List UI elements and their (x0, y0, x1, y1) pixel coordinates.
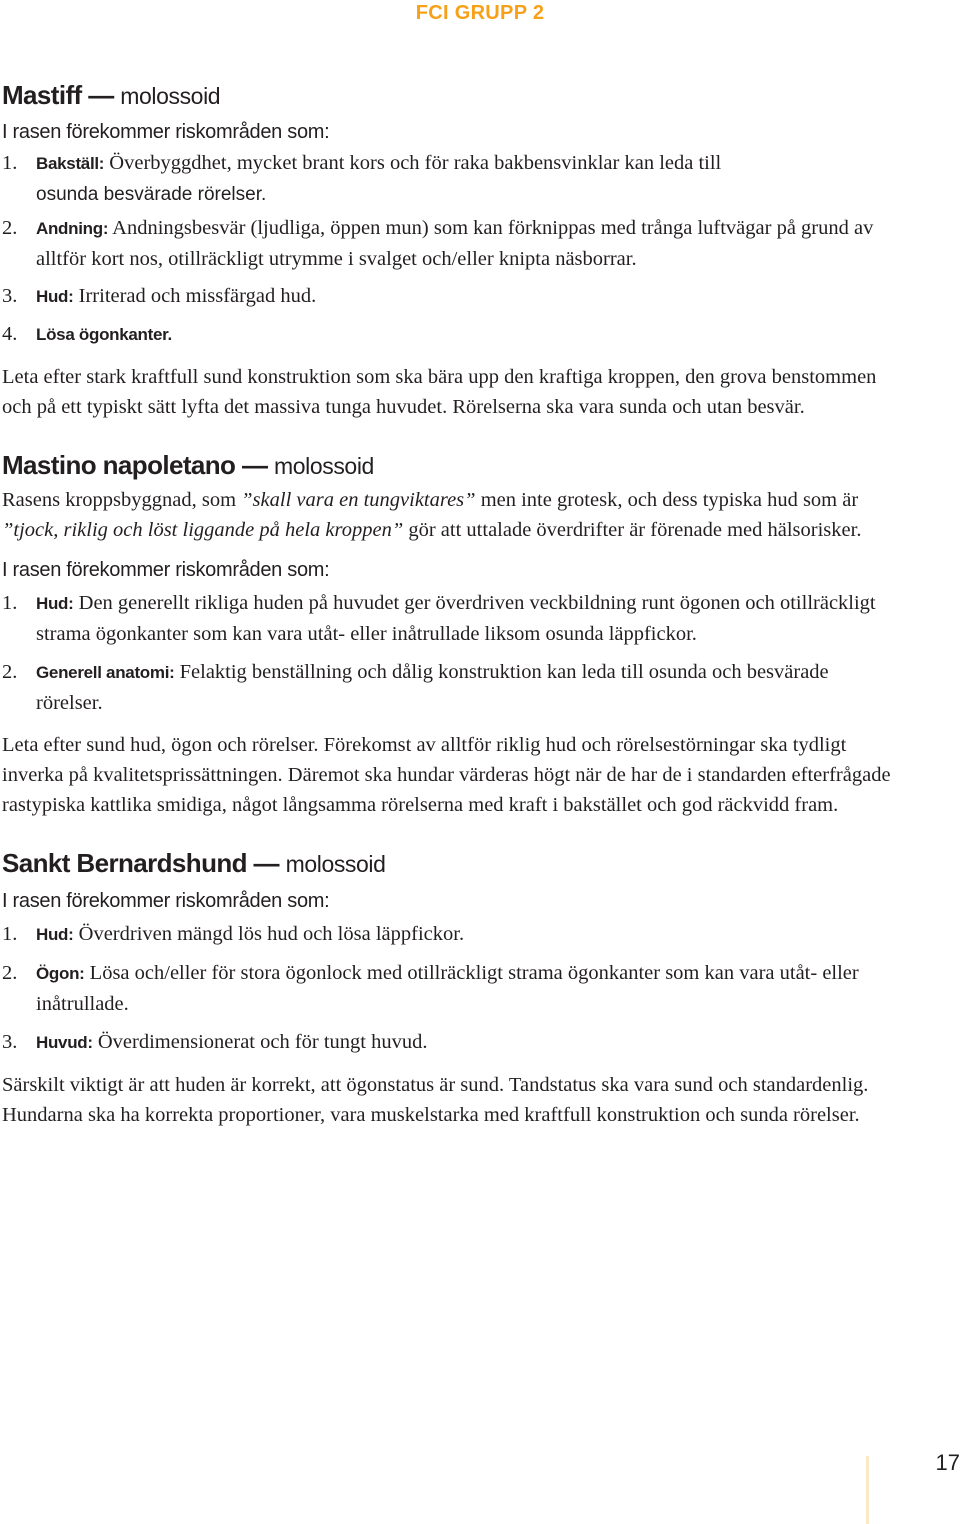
item-text: Lösa och/eller för stora ögonlock med otillräckligt strama ögonkanter som kan vara utåt- eller inåtrullade. (36, 962, 859, 1015)
breed-heading-mastiff (2, 78, 900, 113)
item-number: 3. (2, 285, 18, 307)
risk-list-bernard (2, 919, 900, 1058)
breed-type: molossoid (285, 851, 386, 877)
item-number: 1. (2, 152, 18, 174)
item-number: 1. (2, 923, 18, 945)
breed-summary: Särskilt viktigt är att huden är korrekt, att ögonstatus är sund. Tandstatus ska vara sund och standardenlig. Hundarna ska ha korrekta proportioner, vara muskelstarka med kraftfull konstruktion och sunda rörelser. (2, 1074, 869, 1126)
breed-name: Mastiff (2, 80, 82, 110)
risk-list-napoletano (2, 588, 900, 718)
breed-name: Sankt Bernardshund (2, 848, 247, 878)
heading-dash: — (81, 80, 121, 110)
risk-intro: I rasen förekommer riskområden som: (2, 121, 330, 143)
item-label: Andning: (36, 219, 109, 238)
item-text-continued: osunda besvärade rörelser. (36, 184, 267, 205)
list-item (2, 919, 900, 950)
heading-dash: — (235, 450, 274, 480)
item-text: Den generellt rikliga huden på huvudet ger överdriven veckbildning runt ögonen och otillräckligt strama ögonkanter som kan vara utåt- eller inåtrullade liksom osunda läppfickor. (36, 592, 876, 645)
risk-list-mastiff (2, 148, 900, 350)
heading-dash: — (246, 848, 286, 878)
breed-type: molossoid (273, 453, 374, 479)
description-text: men inte grotesk, och dess typiska hud som är (475, 489, 859, 511)
running-header: FCI GRUPP 2 (415, 2, 545, 24)
standard-quote: ”tjock, riklig och löst liggande på hela kroppen” (2, 519, 404, 541)
page-number-rule (866, 1456, 869, 1524)
item-label: Hud: (36, 594, 74, 613)
item-label: Generell anatomi: (36, 663, 175, 682)
description-text: gör att uttalade överdrifter är förenade med hälsorisker. (403, 519, 862, 541)
list-item (2, 657, 900, 718)
list-item (2, 148, 900, 210)
breed-name: Mastino napoletano (2, 450, 236, 480)
description-text: Rasens kroppsbyggnad, som (2, 489, 242, 511)
list-item (2, 958, 900, 1019)
item-number: 2. (2, 661, 18, 683)
item-text: Överdimensionerat och för tungt huvud. (92, 1031, 428, 1053)
list-item (2, 1027, 900, 1058)
breed-description (2, 485, 900, 545)
list-item (2, 281, 900, 312)
item-number: 1. (2, 592, 18, 614)
item-text: Överdriven mängd lös hud och lösa läppfickor. (73, 923, 465, 945)
breed-heading-napoletano (2, 448, 900, 483)
breed-summary: Leta efter stark kraftfull sund konstruktion som ska bära upp den kraftiga kroppen, den grova benstommen och på ett typiskt sätt lyfta det massiva tunga huvudet. Rörelserna ska vara sunda och utan besvär. (2, 366, 877, 418)
page-content (2, 78, 900, 1130)
item-label: Bakställ: (36, 154, 105, 173)
page-number: 17 (935, 1450, 960, 1475)
risk-intro: I rasen förekommer riskområden som: (2, 559, 330, 581)
breed-heading-bernard (2, 846, 900, 881)
item-label: Ögon: (36, 964, 85, 983)
item-label: Huvud: (36, 1033, 93, 1052)
item-text: Överbyggdhet, mycket brant kors och för raka bakbensvinklar kan leda till (104, 152, 722, 174)
list-item (2, 588, 900, 649)
item-number: 3. (2, 1031, 18, 1053)
list-item (2, 213, 900, 274)
breed-type: molossoid (120, 83, 221, 109)
standard-quote: ”skall vara en tungviktares” (241, 489, 476, 511)
item-text: Andningsbesvär (ljudliga, öppen mun) som kan förknippas med trånga luftvägar på grund av alltför kort nos, otillräckligt utrymme i svalget och/eller knipta näsborrar. (36, 217, 874, 270)
item-number: 2. (2, 962, 18, 984)
risk-intro: I rasen förekommer riskområden som: (2, 890, 330, 912)
item-text: Irriterad och missfärgad hud. (73, 285, 317, 307)
breed-summary: Leta efter sund hud, ögon och rörelser. Förekomst av alltför riklig hud och rörelsestörningar ska tydligt inverka på kvalitetsprissättningen. Däremot ska hundar värderas högt när de har de i standarden efterfrågade rastypiska kattlika smidiga, något långsamma rörelserna med kraft i bakstället och god räckvidd fram. (2, 734, 891, 816)
item-label: Hud: (36, 287, 74, 306)
item-label: Lösa ögonkanter. (36, 325, 172, 344)
item-number: 4. (2, 323, 18, 345)
item-label: Hud: (36, 925, 74, 944)
item-number: 2. (2, 217, 18, 239)
item-text: Felaktig benställning och dålig konstruktion kan leda till osunda och besvärade rörelser. (36, 661, 829, 714)
list-item (2, 319, 900, 350)
